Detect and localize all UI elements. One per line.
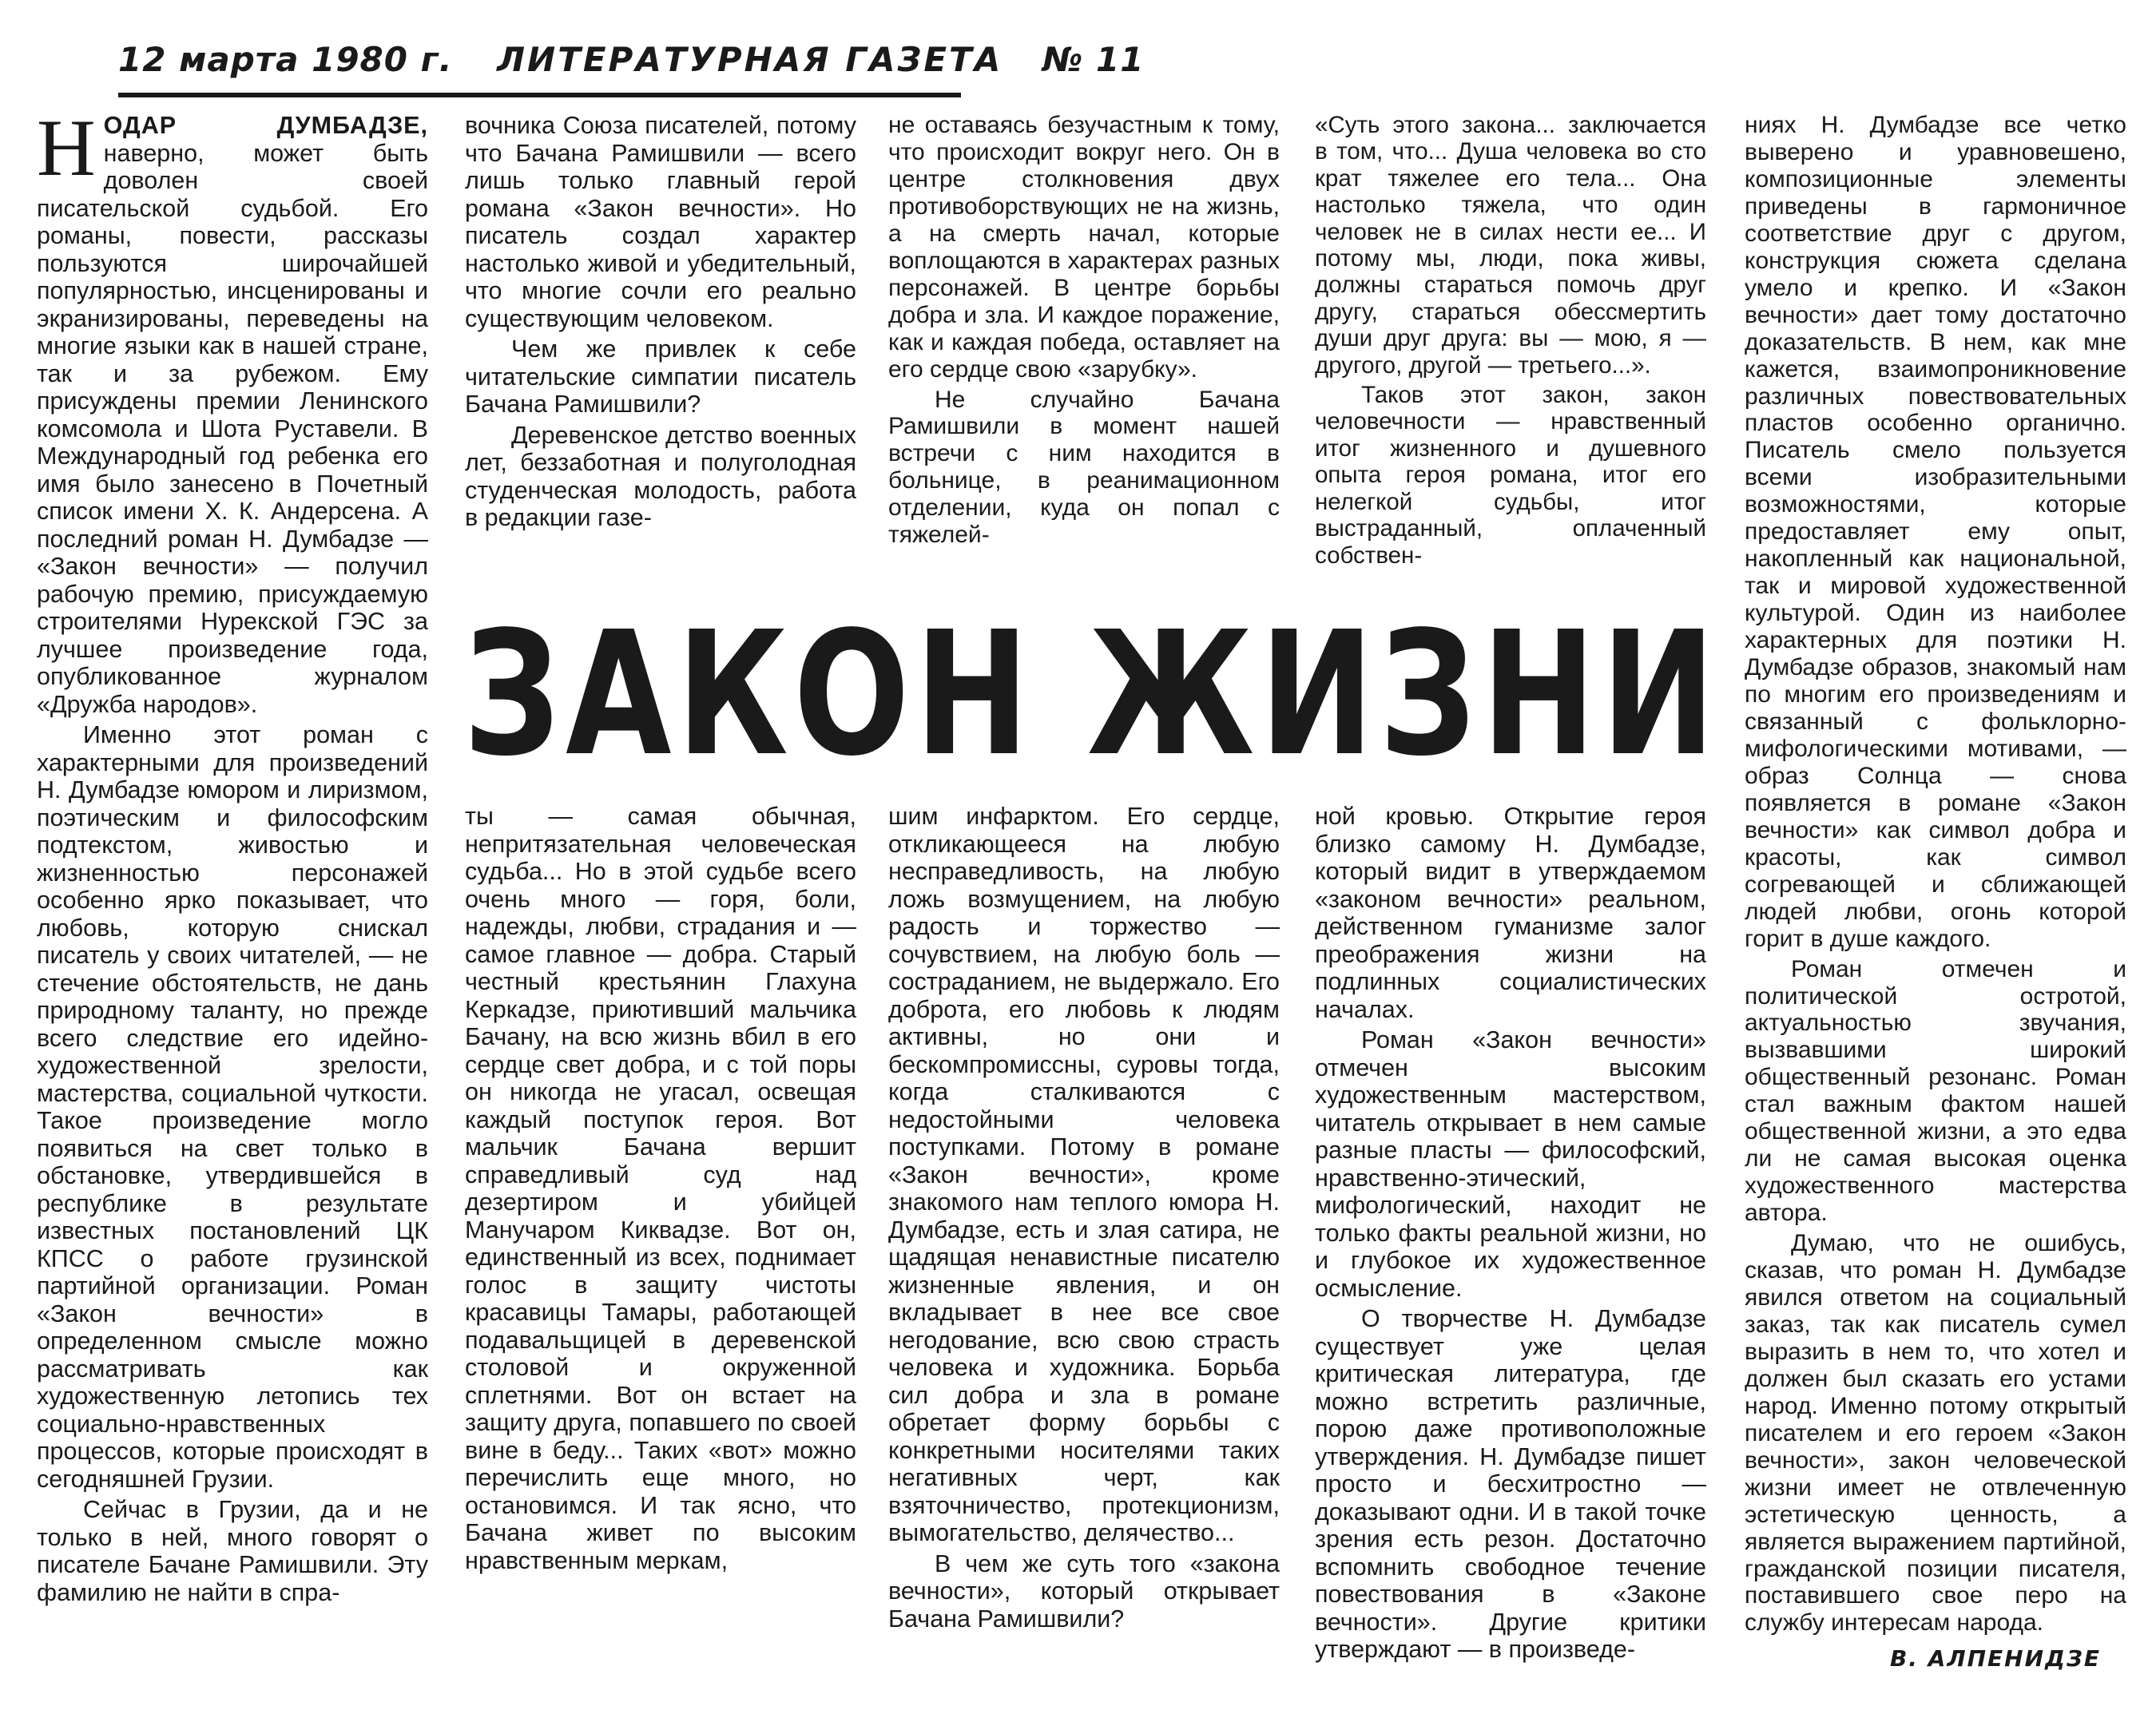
column-5 xyxy=(1745,112,2126,1637)
col4-top-paragraph-1: «Суть этого закона... заключается в том, что... Душа человека во сто крат тяжелее его тела... Она настолько тяжела, что один человек не в силах нести ее... И потому мы, люди, пока живы, должны стараться помочь друг другу, стараться обессмертить души друг друга: вы — мою, я — другого, другой — третьего...». xyxy=(1315,112,1706,379)
masthead-issue: № 11 xyxy=(1042,40,1145,79)
masthead xyxy=(118,27,1145,97)
col2-bottom-paragraph-1: ты — самая обычная, непритязательная человеческая судьба... Но в этой судьбе всего очень много — горя, боли, надежды, любви, страдания и — самое главное — добра. Старый честный крестьянин Глахуна Керкадзе, приютивший мальчика Бачану, на всю жизнь вбил в его сердце свет добра, и с той поры он никогда не угасал, освещая каждый поступок героя. Вот мальчик Бачана вершит справедливый суд над дезертиром и убийцей Манучаром Киквадзе. Вот он, единственный из всех, поднимает голос в защиту чистоты красавицы Тамары, работающей подавальщицей в деревенской столовой и окруженной сплетнями. Вот он встает на защиту друга, попавшего по своей вине в беду... Таких «вот» можно перечислить еще много, но остановимся. И так ясно, что Бачана живет по высоким нравственным меркам, xyxy=(465,803,856,1574)
column-2-top xyxy=(465,112,856,532)
col5-paragraph-2: Роман отмечен и политической остротой, актуальностью звучания, вызвавшими широкий общественный резонанс. Роман стал важным фактом нашей общественной жизни, а это едва ли не самая высокая оценка художественного мастерства автора. xyxy=(1745,955,2126,1227)
column-3-bottom xyxy=(888,803,1280,1633)
signature: В. АЛПЕНИДЗЕ xyxy=(1889,1645,2101,1672)
col3-top-paragraph-2: Не случайно Бачана Рамишвили в момент нашей встречи с ним находится в больнице, в реанимационном отделении, куда он попал с тяжелей- xyxy=(888,386,1280,549)
col2-top-paragraph-2: Чем же привлек к себе читательские симпатии писатель Бачана Рамишвили? xyxy=(465,335,856,418)
col1-paragraph-2: Именно этот роман с характерными для произведений Н. Думбадзе юмором и лиризмом, поэтическим и философским подтекстом, живостью и жизненностью персонажей особенно ярко показывает, что любовь, которую снискал писатель у своих читателей, — не стечение обстоятельств, не дань природному таланту, но прежде всего следствие его идейно-художественной зрелости, мастерства, социальной чуткости. Такое произведение могло появиться на свет только в обстановке, утвердившейся в республике в результате известных постановлений ЦК КПСС о работе грузинской партийной организации. Роман «Закон вечности» в определенном смысле можно рассматривать как художественную летопись тех социально-нравственных процессов, которые происходят в сегодняшней Грузии. xyxy=(37,721,428,1493)
col5-paragraph-1: ниях Н. Думбадзе все четко выверено и уравновешено, композиционные элементы приведены в гармоничное соответствие друг с другом, конструкция сюжета сделана умело и крепко. И «Закон вечности» дает тому достаточно доказательств. В нем, как мне кажется, взаимопроникновение различных повествовательных пластов особенно органично. Писатель смело пользуется всеми изобразительными возможностями, которые предоставляет ему опыт, накопленный как национальной, так и мировой художественной культурой. Один из наиболее характерных для поэтики Н. Думбадзе образов, знакомый нам по многим его произведениям и связанный с фольклорно-мифологическими мотивами, — образ Солнца — снова появляется в романе «Закон вечности» как символ добра и красоты, как символ согревающей и сближающей людей любви, огонь которой горит в душе каждого. xyxy=(1745,112,2126,952)
col2-top-paragraph-1: вочника Союза писателей, потому что Бачана Рамишвили — всего лишь только главный герой романа «Закон вечности». Но писатель создал характер настолько живой и убедительный, что многие сочли его реально существующим человеком. xyxy=(465,112,856,332)
column-4-top xyxy=(1315,112,1706,569)
masthead-date: 12 марта 1980 г. xyxy=(118,40,453,79)
col4-bottom-paragraph-3: О творчестве Н. Думбадзе существует уже целая критическая литература, где можно встретить различные, порою даже противоположные утверждения. Н. Думбадзе пишет просто и бесхитростно — доказывают одни. И в такой точке зрения есть резон. Достаточно вспомнить свободное течение повествования в «Законе вечности». Другие критики утверждают — в произведе- xyxy=(1315,1305,1706,1663)
masthead-paper-name: ЛИТЕРАТУРНАЯ ГАЗЕТА xyxy=(497,40,1003,79)
drop-cap: Н xyxy=(37,103,96,193)
col2-top-paragraph-3: Деревенское детство военных лет, беззаботная и полуголодная студенческая молодость, работа в редакции газе- xyxy=(465,421,856,531)
col3-bottom-paragraph-1: шим инфарктом. Его сердце, откликающееся на любую несправедливость, на любую ложь возмущением, на любую радость и торжество — сочувствием, на любую боль — состраданием, не выдержало. Его доброта, его любовь к людям активны, но они и бескомпромиссны, суровы тогда, когда сталкиваются с недостойными человека поступками. Потому в романе «Закон вечности», кроме знакомого нам теплого юмора Н. Думбадзе, есть и злая сатира, не щадящая ненавистные писателю жизненные явления, и он вкладывает в нее все свое негодование, всю свою страсть человека и художника. Борьба сил добра и зла в романе обретает форму борьбы с конкретными носителями таких негативных черт, как взяточничество, протекционизм, вымогательство, делячество... xyxy=(888,803,1280,1546)
lead-caps: ОДАР ДУМБАДЗЕ, xyxy=(103,112,428,139)
column-4-bottom xyxy=(1315,803,1706,1664)
column-3-top xyxy=(888,112,1280,549)
col1-paragraph-3: Сейчас в Грузии, да и не только в ней, много говорят о писателе Бачане Рамишвили. Эту фамилию не найти в спра- xyxy=(37,1496,428,1606)
col1-paragraph-1 xyxy=(37,103,428,718)
col3-top-paragraph-1: не оставаясь безучастным к тому, что происходит вокруг него. Он в центре столкновения двух противоборствующих не на жизнь, а на смерть начал, которые воплощаются в характерах разных персонажей. В центре борьбы добра и зла. И каждое поражение, как и каждая победа, оставляет на его сердце свою «зарубку». xyxy=(888,112,1280,383)
col3-bottom-paragraph-2: В чем же суть того «закона вечности», который открывает Бачана Рамишвили? xyxy=(888,1549,1280,1633)
headline: ЗАКОН ЖИЗНИ xyxy=(463,595,1721,794)
column-1 xyxy=(37,103,428,1606)
col5-paragraph-3: Думаю, что не ошибусь, сказав, что роман Н. Думбадзе явился ответом на социальный заказ, так как писатель сумел выразить в нем то, что хотел и должен был сказать его устами народ. Именно потому открытый писателем и его героем «Закон вечности», закон человеческой жизни имеет не отвлеченную эстетическую ценность, а является выражением партийной, гражданской позиции писателя, поставившего свое перо на службу интересам народа. xyxy=(1745,1230,2126,1637)
col4-bottom-paragraph-2: Роман «Закон вечности» отмечен высоким художественным мастерством, читатель открывает в нем самые разные пласты — философский, нравственно-этический, мифологический, находит не только факты реальной жизни, но и глубокое их художественное осмысление. xyxy=(1315,1026,1706,1302)
col4-top-paragraph-2: Таков этот закон, закон человечности — нравственный итог жизненного и душевного опыта героя романа, итог его нелегкой судьбы, итог выстраданный, оплаченный собствен- xyxy=(1315,382,1706,569)
column-2-bottom xyxy=(465,803,856,1574)
col1-p1-text: наверно, может быть доволен своей писательской судьбой. Его романы, повести, рассказы пользуются широчайшей популярностью, инсценированы и экранизированы, переведены на многие языки как в нашей стране, так и за рубежом. Ему присуждены премии Ленинского комсомола и Шота Руставели. В Международный год ребенка его имя было занесено в Почетный список имени Х. К. Андерсена. А последний роман Н. Думбадзе — «Закон вечности» — получил рабочую премию, присуждаемую строителями Нурекской ГЭС за лучшее произведение года, опубликованное журналом «Дружба народов». xyxy=(37,139,428,718)
col4-bottom-paragraph-1: ной кровью. Открытие героя близко самому Н. Думбадзе, который видит в утверждаемом «законом вечности» реальном, действенном гуманизме залог преображения жизни на подлинных социалистических началах. xyxy=(1315,803,1706,1023)
